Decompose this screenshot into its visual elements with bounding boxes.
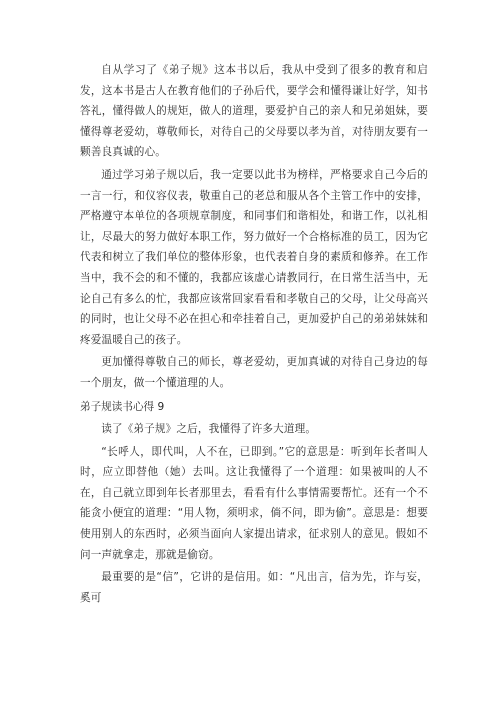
paragraph-intro: 自从学习了《弟子规》这本书以后，我从中受到了很多的教育和启发，这本书是古人在教育他们的子孙后代，要学会和懂得谦让好学，知书答礼，懂得做人的规矩，做人的道理，要爱护自己的亲人和兄弟姐妹，要懂得尊老爱幼，尊敬师长，对待自己的父母要以孝为首，对待朋友要有一颗善良真诚的心。 (80, 64, 428, 159)
paragraph-respect: 更加懂得尊敬自己的师长，尊老爱幼，更加真诚的对待自己身边的每一个朋友，做一个懂道理的人。 (80, 356, 428, 389)
paragraph-trust: 最重要的是“信”，它讲的是信用。如：“凡出言，信为先，诈与妄，奚可 (80, 571, 428, 604)
paragraph-work: 通过学习弟子规以后，我一定要以此书为榜样，严格要求自己今后的一言一行，和仪容仪表，敬重自己的老总和服从各个主管工作中的安排，严格遵守本单位的各项规章制度，和同事们和谐相处，和谐工作，以礼相让，尽最大的努力做好本职工作，努力做好一个合格标准的员工，因为它代表和树立了我们单位的整体形象，也代表着自身的素质和修养。在工作当中，我不会的和不懂的，我都应该虚心请教同行，在日常生活当中，无论自己有多么的忙，我都应该常回家看看和孝敬自己的父母，让父母高兴的同时，也让父母不必在担心和牵挂着自己，更加爱护自己的弟弟妹妹和疼爱温暖自己的孩子。 (80, 168, 428, 346)
paragraph-elders: “长呼人，即代叫，人不在，已即到。”它的意思是：听到年长者叫人时，应立即替他（她）去叫。这让我懂得了一个道理：如果被叫的人不在，自己就立即到年长者那里去，看看有什么事情需要帮忙。还有一个不能贪小便宜的道理：“用人物，须明求，倘不问，即为偷”。意思是：想要使用别人的东西时，必须当面向人家提出请求，征求别人的意见。假如不问一声就拿走，那就是偷窃。 (80, 445, 428, 561)
paragraph-reading: 读了《弟子规》之后，我懂得了许多大道理。 (101, 423, 317, 436)
section-heading: 弟子规读书心得 9 (80, 400, 165, 413)
